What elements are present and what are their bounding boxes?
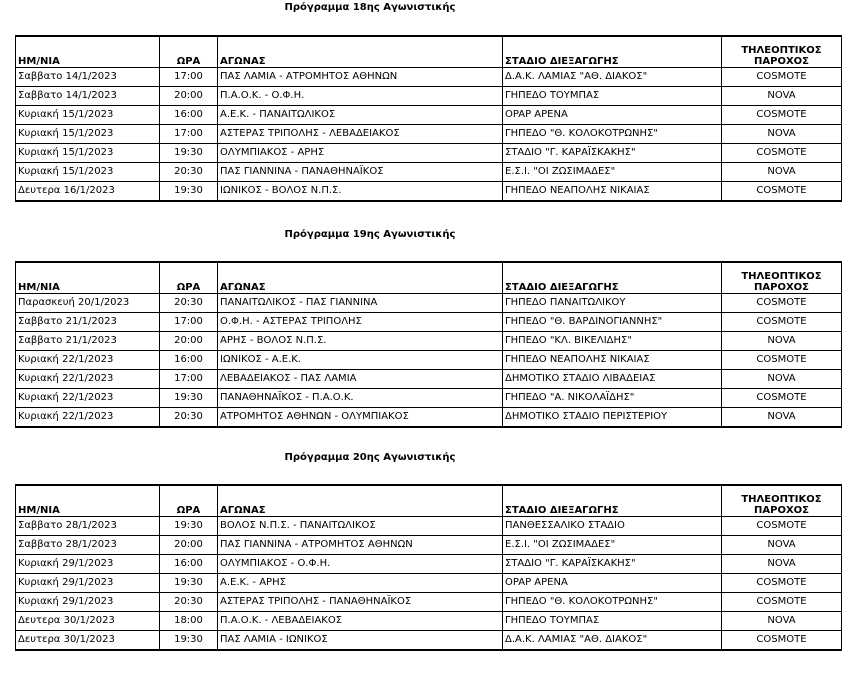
cell-match: Π.Α.Ο.Κ. - Ο.Φ.Η. <box>218 87 503 106</box>
cell-date: Κυριακή 22/1/2023 <box>16 351 160 370</box>
cell-tv: NOVA <box>722 408 842 428</box>
cell-date: Δευτερα 16/1/2023 <box>16 182 160 202</box>
cell-match: ΑΡΗΣ - ΒΟΛΟΣ Ν.Π.Σ. <box>218 332 503 351</box>
header-time: ΩΡΑ <box>160 262 218 294</box>
cell-tv: COSMOTE <box>722 106 842 125</box>
header-match: ΑΓΩΝΑΣ <box>218 262 503 294</box>
header-match: ΑΓΩΝΑΣ <box>218 36 503 68</box>
cell-tv: COSMOTE <box>722 313 842 332</box>
cell-match: ΟΛΥΜΠΙΑΚΟΣ - Ο.Φ.Η. <box>218 555 503 574</box>
cell-tv: NOVA <box>722 612 842 631</box>
cell-time: 16:00 <box>160 106 218 125</box>
table-row <box>16 389 842 408</box>
cell-venue: ΓΗΠΕΔΟ ΤΟΥΜΠΑΣ <box>503 612 722 631</box>
cell-time: 19:30 <box>160 144 218 163</box>
cell-time: 20:30 <box>160 163 218 182</box>
schedule-table-19 <box>15 261 842 428</box>
cell-date: Κυριακή 29/1/2023 <box>16 574 160 593</box>
cell-date: Κυριακή 22/1/2023 <box>16 370 160 389</box>
cell-date: Κυριακή 15/1/2023 <box>16 144 160 163</box>
table-row <box>16 536 842 555</box>
cell-match: ΑΤΡΟΜΗΤΟΣ ΑΘΗΝΩΝ - ΟΛΥΜΠΙΑΚΟΣ <box>218 408 503 428</box>
header-venue: ΣΤΑΔΙΟ ΔΙΕΞΑΓΩΓΗΣ <box>503 262 722 294</box>
schedule-table-18 <box>15 35 842 202</box>
cell-venue: ΓΗΠΕΔΟ ΤΟΥΜΠΑΣ <box>503 87 722 106</box>
table-row <box>16 163 842 182</box>
cell-time: 19:30 <box>160 574 218 593</box>
cell-tv: COSMOTE <box>722 517 842 536</box>
cell-date: Κυριακή 15/1/2023 <box>16 163 160 182</box>
cell-time: 17:00 <box>160 125 218 144</box>
cell-venue: ΣΤΑΔΙΟ "Γ. ΚΑΡΑΪΣΚΑΚΗΣ" <box>503 144 722 163</box>
cell-date: Παρασκευή 20/1/2023 <box>16 294 160 313</box>
cell-tv: COSMOTE <box>722 351 842 370</box>
cell-venue: ΔΗΜΟΤΙΚΟ ΣΤΑΔΙΟ ΛΙΒΑΔΕΙΑΣ <box>503 370 722 389</box>
cell-date: Κυριακή 29/1/2023 <box>16 555 160 574</box>
cell-venue: Ε.Σ.Ι. "ΟΙ ΖΩΣΙΜΑΔΕΣ" <box>503 536 722 555</box>
cell-tv: NOVA <box>722 536 842 555</box>
table-row <box>16 408 842 428</box>
table-row <box>16 593 842 612</box>
table-row <box>16 574 842 593</box>
cell-date: Κυριακή 15/1/2023 <box>16 125 160 144</box>
table-row <box>16 631 842 651</box>
cell-time: 19:30 <box>160 182 218 202</box>
cell-date: Σαββατο 14/1/2023 <box>16 68 160 87</box>
cell-match: ΒΟΛΟΣ Ν.Π.Σ. - ΠΑΝΑΙΤΩΛΙΚΟΣ <box>218 517 503 536</box>
header-date: ΗΜ/ΝΙΑ <box>16 36 160 68</box>
table-row <box>16 125 842 144</box>
cell-match: ΠΑΣ ΓΙΑΝΝΙΝΑ - ΠΑΝΑΘΗΝΑΪΚΟΣ <box>218 163 503 182</box>
cell-time: 18:00 <box>160 612 218 631</box>
cell-venue: ΓΗΠΕΔΟ "Θ. ΚΟΛΟΚΟΤΡΩΝΗΣ" <box>503 125 722 144</box>
cell-match: ΠΑΝΑΘΗΝΑΪΚΟΣ - Π.Α.Ο.Κ. <box>218 389 503 408</box>
cell-venue: ΓΗΠΕΔΟ "Θ. ΚΟΛΟΚΟΤΡΩΝΗΣ" <box>503 593 722 612</box>
cell-tv: COSMOTE <box>722 389 842 408</box>
cell-venue: ΓΗΠΕΔΟ "Α. ΝΙΚΟΛΑΪΔΗΣ" <box>503 389 722 408</box>
section-title-18: Πρόγραμμα 18ης Αγωνιστικής <box>284 2 456 13</box>
cell-match: ΠΑΣ ΓΙΑΝΝΙΝΑ - ΑΤΡΟΜΗΤΟΣ ΑΘΗΝΩΝ <box>218 536 503 555</box>
cell-match: ΠΑΝΑΙΤΩΛΙΚΟΣ - ΠΑΣ ΓΙΑΝΝΙΝΑ <box>218 294 503 313</box>
cell-date: Δευτερα 30/1/2023 <box>16 612 160 631</box>
cell-match: ΑΣΤΕΡΑΣ ΤΡΙΠΟΛΗΣ - ΛΕΒΑΔΕΙΑΚΟΣ <box>218 125 503 144</box>
cell-tv: NOVA <box>722 125 842 144</box>
cell-time: 20:30 <box>160 408 218 428</box>
cell-match: ΙΩΝΙΚΟΣ - Α.Ε.Κ. <box>218 351 503 370</box>
cell-tv: COSMOTE <box>722 294 842 313</box>
header-time: ΩΡΑ <box>160 36 218 68</box>
cell-tv: NOVA <box>722 370 842 389</box>
cell-time: 20:00 <box>160 87 218 106</box>
cell-time: 20:30 <box>160 294 218 313</box>
table-row <box>16 144 842 163</box>
cell-tv: NOVA <box>722 87 842 106</box>
cell-tv: COSMOTE <box>722 182 842 202</box>
cell-tv: COSMOTE <box>722 68 842 87</box>
cell-date: Κυριακή 29/1/2023 <box>16 593 160 612</box>
table-row <box>16 87 842 106</box>
section-title-19: Πρόγραμμα 19ης Αγωνιστικής <box>284 229 456 240</box>
cell-time: 19:30 <box>160 389 218 408</box>
cell-match: ΙΩΝΙΚΟΣ - ΒΟΛΟΣ Ν.Π.Σ. <box>218 182 503 202</box>
cell-date: Σαββατο 28/1/2023 <box>16 517 160 536</box>
table-row <box>16 182 842 202</box>
table-row <box>16 68 842 87</box>
cell-tv: COSMOTE <box>722 574 842 593</box>
cell-match: ΠΑΣ ΛΑΜΙΑ - ΑΤΡΟΜΗΤΟΣ ΑΘΗΝΩΝ <box>218 68 503 87</box>
cell-tv: COSMOTE <box>722 631 842 651</box>
cell-date: Κυριακή 22/1/2023 <box>16 408 160 428</box>
cell-match: ΟΛΥΜΠΙΑΚΟΣ - ΑΡΗΣ <box>218 144 503 163</box>
schedule-table-20 <box>15 484 842 651</box>
cell-tv: NOVA <box>722 332 842 351</box>
table-row <box>16 351 842 370</box>
header-tv: ΤΗΛΕΟΠΤΙΚΟΣ ΠΑΡΟΧΟΣ <box>722 485 842 517</box>
table-row <box>16 294 842 313</box>
cell-time: 20:00 <box>160 536 218 555</box>
table-row <box>16 106 842 125</box>
cell-match: ΛΕΒΑΔΕΙΑΚΟΣ - ΠΑΣ ΛΑΜΙΑ <box>218 370 503 389</box>
cell-date: Σαββατο 21/1/2023 <box>16 332 160 351</box>
cell-time: 20:00 <box>160 332 218 351</box>
cell-venue: ΠΑΝΘΕΣΣΑΛΙΚΟ ΣΤΑΔΙΟ <box>503 517 722 536</box>
cell-venue: Ε.Σ.Ι. "ΟΙ ΖΩΣΙΜΑΔΕΣ" <box>503 163 722 182</box>
cell-date: Σαββατο 28/1/2023 <box>16 536 160 555</box>
cell-time: 16:00 <box>160 351 218 370</box>
cell-venue: OPAP ΑΡΕΝΑ <box>503 106 722 125</box>
cell-match: Ο.Φ.Η. - ΑΣΤΕΡΑΣ ΤΡΙΠΟΛΗΣ <box>218 313 503 332</box>
table-row <box>16 370 842 389</box>
cell-match: Α.Ε.Κ. - ΠΑΝΑΙΤΩΛΙΚΟΣ <box>218 106 503 125</box>
cell-date: Κυριακή 15/1/2023 <box>16 106 160 125</box>
cell-venue: ΓΗΠΕΔΟ ΝΕΑΠΟΛΗΣ ΝΙΚΑΙΑΣ <box>503 182 722 202</box>
cell-date: Σαββατο 14/1/2023 <box>16 87 160 106</box>
cell-match: ΠΑΣ ΛΑΜΙΑ - ΙΩΝΙΚΟΣ <box>218 631 503 651</box>
cell-time: 19:30 <box>160 631 218 651</box>
header-venue: ΣΤΑΔΙΟ ΔΙΕΞΑΓΩΓΗΣ <box>503 485 722 517</box>
cell-date: Κυριακή 22/1/2023 <box>16 389 160 408</box>
header-time: ΩΡΑ <box>160 485 218 517</box>
header-date: ΗΜ/ΝΙΑ <box>16 262 160 294</box>
cell-date: Σαββατο 21/1/2023 <box>16 313 160 332</box>
table-row <box>16 517 842 536</box>
table-row <box>16 313 842 332</box>
cell-time: 17:00 <box>160 370 218 389</box>
cell-tv: COSMOTE <box>722 144 842 163</box>
cell-match: Π.Α.Ο.Κ. - ΛΕΒΑΔΕΙΑΚΟΣ <box>218 612 503 631</box>
header-tv: ΤΗΛΕΟΠΤΙΚΟΣ ΠΑΡΟΧΟΣ <box>722 262 842 294</box>
cell-venue: ΓΗΠΕΔΟ ΠΑΝΑΙΤΩΛΙΚΟΥ <box>503 294 722 313</box>
cell-date: Δευτερα 30/1/2023 <box>16 631 160 651</box>
section-title-20: Πρόγραμμα 20ης Αγωνιστικής <box>284 452 456 463</box>
cell-time: 17:00 <box>160 68 218 87</box>
header-match: ΑΓΩΝΑΣ <box>218 485 503 517</box>
cell-venue: ΔΗΜΟΤΙΚΟ ΣΤΑΔΙΟ ΠΕΡΙΣΤΕΡΙΟΥ <box>503 408 722 428</box>
cell-time: 16:00 <box>160 555 218 574</box>
cell-match: Α.Ε.Κ. - ΑΡΗΣ <box>218 574 503 593</box>
cell-venue: Δ.Α.Κ. ΛΑΜΙΑΣ "ΑΘ. ΔΙΑΚΟΣ" <box>503 631 722 651</box>
header-tv: ΤΗΛΕΟΠΤΙΚΟΣ ΠΑΡΟΧΟΣ <box>722 36 842 68</box>
cell-match: ΑΣΤΕΡΑΣ ΤΡΙΠΟΛΗΣ - ΠΑΝΑΘΗΝΑΪΚΟΣ <box>218 593 503 612</box>
cell-venue: Δ.Α.Κ. ΛΑΜΙΑΣ "ΑΘ. ΔΙΑΚΟΣ" <box>503 68 722 87</box>
cell-tv: NOVA <box>722 163 842 182</box>
cell-venue: ΓΗΠΕΔΟ "ΚΛ. ΒΙΚΕΛΙΔΗΣ" <box>503 332 722 351</box>
table-row <box>16 612 842 631</box>
cell-time: 17:00 <box>160 313 218 332</box>
cell-venue: ΓΗΠΕΔΟ "Θ. ΒΑΡΔΙΝΟΓΙΑΝΝΗΣ" <box>503 313 722 332</box>
cell-venue: ΓΗΠΕΔΟ ΝΕΑΠΟΛΗΣ ΝΙΚΑΙΑΣ <box>503 351 722 370</box>
cell-tv: COSMOTE <box>722 593 842 612</box>
header-date: ΗΜ/ΝΙΑ <box>16 485 160 517</box>
table-row <box>16 555 842 574</box>
cell-tv: NOVA <box>722 555 842 574</box>
table-row <box>16 332 842 351</box>
header-venue: ΣΤΑΔΙΟ ΔΙΕΞΑΓΩΓΗΣ <box>503 36 722 68</box>
cell-time: 20:30 <box>160 593 218 612</box>
cell-venue: ΣΤΑΔΙΟ "Γ. ΚΑΡΑΪΣΚΑΚΗΣ" <box>503 555 722 574</box>
cell-venue: OPAP ΑΡΕΝΑ <box>503 574 722 593</box>
cell-time: 19:30 <box>160 517 218 536</box>
